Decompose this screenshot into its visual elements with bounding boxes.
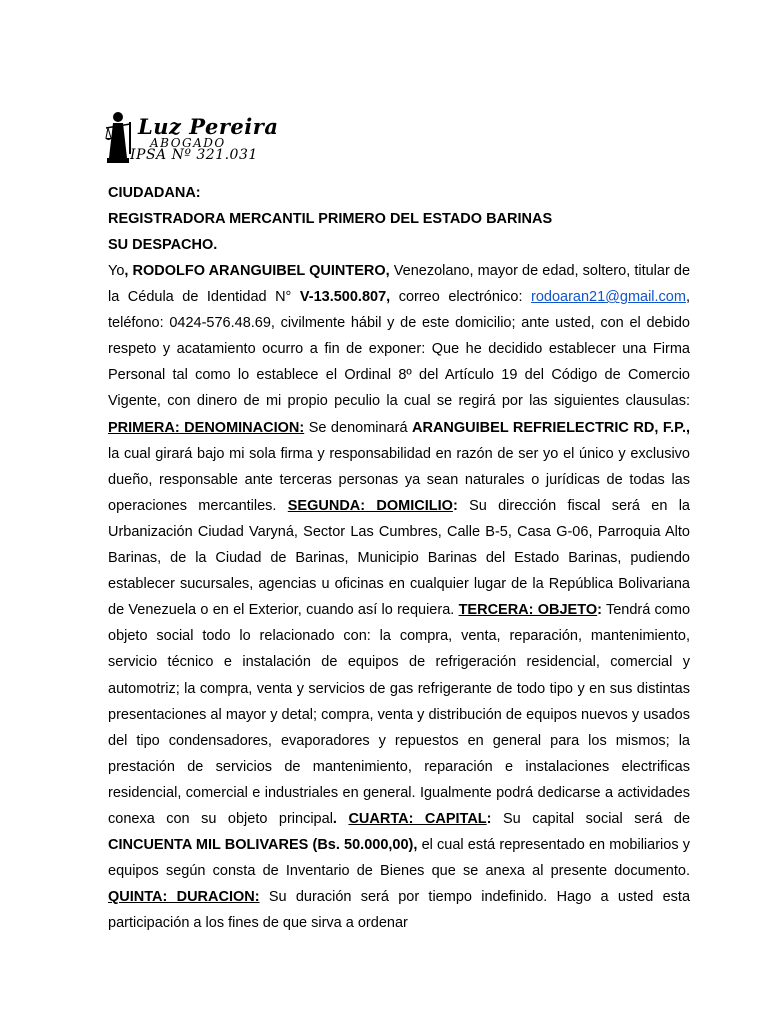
body-text: correo electrónico: (390, 289, 531, 306)
body-text: el cual está representado en mobiliarios y equipos según consta de Inventario de Bienes que se anexa al presente documento. (108, 837, 690, 880)
body-text: Se denominará (304, 419, 413, 436)
clause-segunda-heading: SEGUNDA: DOMICILIO (287, 497, 453, 514)
letter-body (108, 258, 690, 936)
company-name: ARANGUIBEL REFRIELECTRIC RD, F.P., (412, 419, 690, 436)
body-text: Su capital social será de (491, 810, 691, 827)
addressee-office: REGISTRADORA MERCANTIL PRIMERO DEL ESTADO BARINAS (108, 211, 553, 227)
body-text: Venezolano, mayor de edad, soltero, titular de la Cédula de Identidad N° (108, 263, 691, 306)
addressee-despacho: SU DESPACHO. (108, 237, 218, 253)
clause-primera-heading: PRIMERA: DENOMINACION: (108, 419, 305, 436)
body-text: , teléfono: 0424-576.48.69, civilmente hábil y de este domicilio; ante usted, con el debido respeto y acatamiento ocurro a fin de exponer: Que he decidido establecer una Firma Personal tal como lo establece el Ordinal 8º del Artículo 19 del Código de Comercio Vigente, con dinero de mi propio peculio la cual se regirá por las siguientes clausulas: (108, 289, 690, 410)
logo-ipsa: IPSA Nº 321.031 (130, 147, 258, 163)
body-paragraph (108, 258, 690, 936)
body-text: Tendrá como objeto social todo lo relacionado con: la compra, venta, reparación, mantenimiento, servicio técnico e instalación de equipos de refrigeración residencial, comercial y automotriz; la compra, venta y servicios de gas refrigerante de todo tipo y en sus distintas presentaciones al mayor y detal; compra, venta y distribución de equipos nuevos y usados del tipo condensadores, evaporadores y repuestos en general para los mismos; la prestación de servicios de mantenimiento, reparación e instalaciones electrificas residencial, comercial e industriales en general. Igualmente podrá dedicarse a actividades conexa con su objeto principal (108, 602, 691, 827)
body-text: Su duración será por tiempo indefinido. Hago a usted esta participación a los fines de que sirva a ordenar (108, 889, 691, 932)
clause-quinta-heading: QUINTA: DURACION: (108, 889, 260, 906)
clause-colon: : (597, 602, 602, 619)
lawyer-logo (104, 108, 279, 164)
body-text: Su dirección fiscal será en la Urbanización Ciudad Varyná, Sector Las Cumbres, Calle B-5, Casa G-06, Parroquia Alto Barinas, de la Ciudad de Barinas, Municipio Barinas del Estado Barinas, pudiendo establecer sucursales, agencias u oficinas en cualquier lugar de la República Bolivariana de Venezuela o en el Exterior, cuando así lo requiera. (108, 497, 690, 619)
applicant-name: , RODOLFO ARANGUIBEL QUINTERO, (124, 263, 390, 279)
logo-name: Luz Pereira (138, 114, 279, 139)
clause-colon: : (452, 497, 458, 514)
clause-cuarta-heading: CUARTA: CAPITAL (348, 810, 487, 827)
id-number: V-13.500.807, (299, 289, 391, 306)
body-text: Yo (108, 263, 125, 279)
body-text-period: . (332, 810, 349, 827)
addressee-title: CIUDADANA: (108, 185, 201, 201)
body-text: la cual girará bajo mi sola firma y responsabilidad en razón de ser yo el único y exclusivo dueño, responsable ante terceras personas ya sean naturales o jurídicas de todas las operaciones mercantiles. (108, 445, 690, 514)
letter-header (108, 180, 693, 258)
logo-role: ABOGADO (150, 136, 226, 150)
clause-tercera-heading: TERCERA: OBJETO (458, 602, 598, 619)
capital-amount: CINCUENTA MIL BOLIVARES (Bs. 50.000,00), (108, 837, 418, 854)
clause-colon: : (486, 810, 492, 827)
email-link[interactable]: rodoaran21@gmail.com (530, 289, 686, 306)
